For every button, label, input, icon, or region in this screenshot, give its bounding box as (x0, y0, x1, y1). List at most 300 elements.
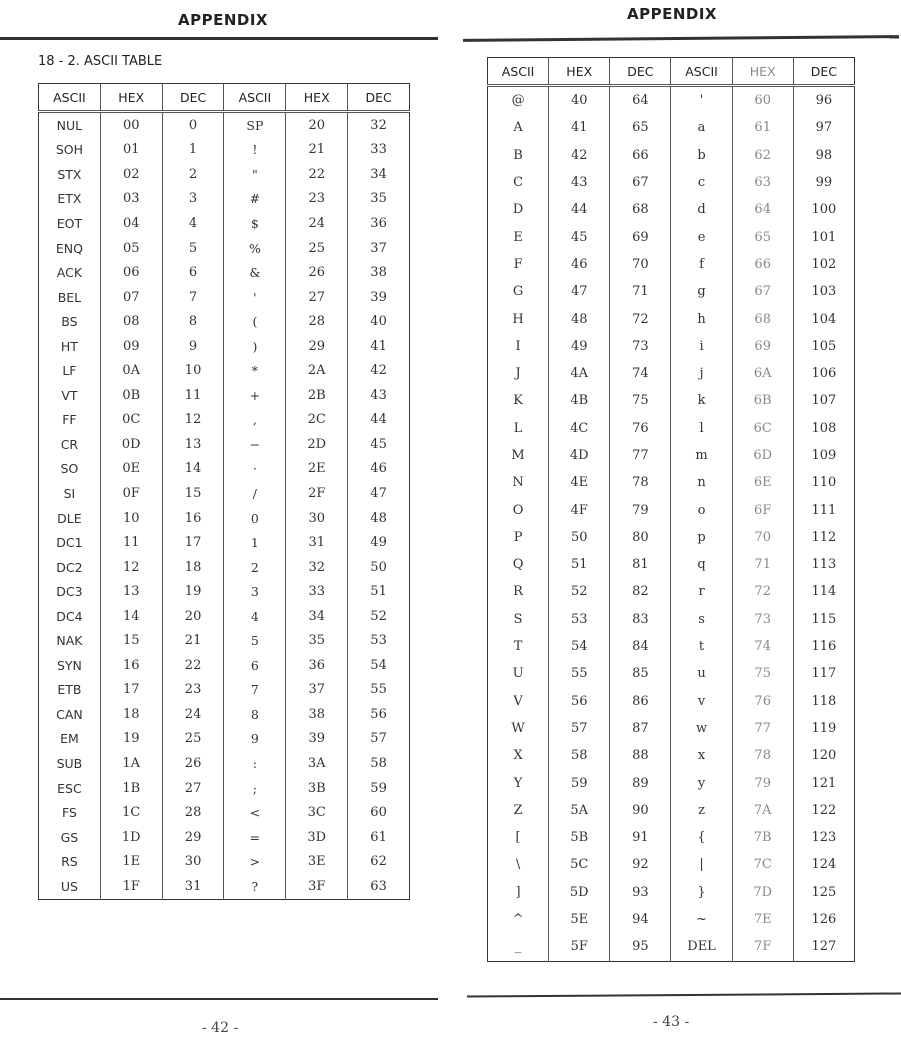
table-cell: VT (39, 383, 101, 408)
table-cell: 18 (100, 702, 162, 727)
column-header: DEC (162, 84, 224, 112)
table-cell: 38 (370, 265, 387, 281)
table-cell: ETX (39, 187, 101, 212)
table-cell: 16 (100, 653, 162, 678)
table-cell: 08 (100, 309, 162, 334)
table-cell: 04 (100, 211, 162, 236)
table-cell: 5 (162, 236, 224, 261)
table-cell: 29 (162, 825, 224, 850)
table-cell: 56 (549, 688, 610, 715)
table-cell: 6E (732, 469, 793, 496)
table-cell: SUB (39, 751, 101, 776)
table-body (488, 86, 855, 962)
table-cell: 11 (100, 530, 162, 555)
table-row (488, 496, 855, 523)
table-cell: 103 (811, 284, 837, 300)
table-cell: 03 (100, 187, 162, 212)
table-row (488, 688, 855, 715)
table-cell: 89 (610, 769, 671, 796)
table-cell: 37 (370, 240, 387, 256)
table-cell: 7B (732, 824, 793, 851)
table-cell: 4C (549, 415, 610, 442)
table-cell: 58 (549, 742, 610, 769)
table-cell: E (488, 223, 549, 250)
table-cell: z (671, 797, 732, 824)
table-cell: 28 (162, 800, 224, 825)
table-cell: 98 (815, 147, 833, 163)
table-cell: m (671, 442, 732, 469)
table-row (488, 824, 855, 851)
table-cell: 17 (100, 678, 162, 703)
table-cell: DC1 (39, 530, 101, 555)
table-cell: ENQ (39, 236, 101, 261)
table-cell: / (224, 481, 286, 506)
table-cell: | (671, 851, 732, 878)
table-cell: 26 (286, 260, 348, 285)
table-cell: l (671, 415, 732, 442)
table-cell: 78 (732, 742, 793, 769)
table-cell: n (671, 469, 732, 496)
table-cell: 35 (286, 628, 348, 653)
table-cell: 115 (811, 611, 837, 627)
table-row (39, 187, 410, 212)
table-cell: 68 (610, 196, 671, 223)
table-cell: 14 (162, 457, 224, 482)
table-cell: 56 (370, 706, 387, 722)
table-cell: 59 (549, 769, 610, 796)
table-cell: 111 (811, 502, 837, 518)
table-cell: DC3 (39, 579, 101, 604)
table-cell: 6F (732, 496, 793, 523)
table-row (39, 604, 410, 629)
table-cell: 3 (162, 187, 224, 212)
table-cell: 114 (811, 584, 837, 600)
table-cell: 26 (162, 751, 224, 776)
table-cell: 77 (732, 715, 793, 742)
table-cell: 33 (370, 142, 387, 158)
table-cell: 108 (811, 420, 837, 436)
table-cell: 1A (100, 751, 162, 776)
column-header: ASCII (224, 84, 286, 112)
table-cell: } (671, 879, 732, 906)
column-header: ASCII (671, 58, 732, 86)
table-cell: 66 (732, 251, 793, 278)
table-cell: 0B (100, 383, 162, 408)
table-cell: 60 (370, 805, 387, 821)
table-row (488, 333, 855, 360)
table-cell: 1 (162, 138, 224, 163)
table-cell: 55 (549, 660, 610, 687)
table-cell: DC4 (39, 604, 101, 629)
table-cell: @ (488, 86, 549, 115)
table-row (39, 432, 410, 457)
table-cell: · (224, 457, 286, 482)
table-cell: 36 (370, 215, 387, 231)
table-cell: 66 (610, 142, 671, 169)
table-header-row (39, 84, 410, 112)
table-row (488, 251, 855, 278)
table-row (488, 415, 855, 442)
table-cell: 27 (286, 285, 348, 310)
table-cell: 2 (162, 162, 224, 187)
table-cell: _ (488, 933, 549, 961)
table-cell: 117 (811, 666, 837, 682)
table-cell: 32 (286, 555, 348, 580)
table-cell: 9 (224, 727, 286, 752)
table-cell: 3B (286, 776, 348, 801)
table-row (488, 305, 855, 332)
table-cell: a (671, 114, 732, 141)
page-header: APPENDIX (627, 5, 717, 23)
table-row (39, 285, 410, 310)
table-cell: 0D (100, 432, 162, 457)
column-header: ASCII (488, 58, 549, 86)
table-cell: B (488, 142, 549, 169)
table-cell: % (224, 236, 286, 261)
table-cell: 63 (370, 878, 387, 894)
table-cell: 72 (732, 578, 793, 605)
table-cell: 7E (732, 906, 793, 933)
table-cell: 24 (286, 211, 348, 236)
table-cell: NAK (39, 628, 101, 653)
table-cell: 30 (162, 849, 224, 874)
table-cell: 31 (162, 874, 224, 899)
table-cell: ETB (39, 678, 101, 703)
table-cell: 37 (286, 678, 348, 703)
table-cell: V (488, 688, 549, 715)
table-cell: " (224, 162, 286, 187)
table-cell: 55 (370, 682, 387, 698)
table-cell: 43 (370, 387, 387, 403)
column-header: ASCII (39, 84, 101, 112)
table-cell: 45 (549, 223, 610, 250)
table-row (39, 506, 410, 531)
table-row (39, 236, 410, 261)
column-header: HEX (100, 84, 162, 112)
table-cell: 3 (224, 579, 286, 604)
table-cell: 51 (549, 551, 610, 578)
table-row (488, 797, 855, 824)
table-cell: GS (39, 825, 101, 850)
table-cell: 1B (100, 776, 162, 801)
table-cell: 48 (370, 510, 387, 526)
table-cell: 21 (162, 628, 224, 653)
table-cell: ESC (39, 776, 101, 801)
table-cell: ( (224, 309, 286, 334)
table-cell: J (488, 360, 549, 387)
table-cell: 9 (162, 334, 224, 359)
table-cell: 2F (286, 481, 348, 506)
table-cell: 15 (100, 628, 162, 653)
table-cell: 85 (610, 660, 671, 687)
table-cell: 0 (162, 112, 224, 138)
table-cell: [ (488, 824, 549, 851)
table-cell: 87 (610, 715, 671, 742)
table-cell: SI (39, 481, 101, 506)
column-header: HEX (286, 84, 348, 112)
table-cell: 6 (162, 260, 224, 285)
footer-rule (467, 992, 901, 997)
table-cell: 74 (732, 633, 793, 660)
table-cell: 107 (811, 393, 837, 409)
table-row (39, 358, 410, 383)
table-cell: j (671, 360, 732, 387)
table-cell: 46 (370, 461, 387, 477)
table-cell: 65 (610, 114, 671, 141)
table-cell: 5E (549, 906, 610, 933)
table-cell: 80 (610, 524, 671, 551)
header-rule (0, 37, 438, 40)
column-header: HEX (549, 58, 610, 86)
table-cell: 100 (811, 202, 837, 218)
table-cell: 2A (286, 358, 348, 383)
table-cell: 4 (224, 604, 286, 629)
table-row (39, 653, 410, 678)
table-cell: 57 (370, 731, 387, 747)
table-cell: SOH (39, 138, 101, 163)
table-cell: 11 (162, 383, 224, 408)
table-cell: 50 (370, 559, 387, 575)
table-cell: 49 (370, 535, 387, 551)
table-cell: 5C (549, 851, 610, 878)
table-cell: 42 (370, 363, 387, 379)
table-cell: 65 (732, 223, 793, 250)
table-row (39, 334, 410, 359)
table-cell: c (671, 169, 732, 196)
table-cell: 124 (811, 857, 837, 873)
table-cell: 62 (370, 854, 387, 870)
table-cell: 2 (224, 555, 286, 580)
table-cell: STX (39, 162, 101, 187)
table-cell: 67 (732, 278, 793, 305)
table-cell: 39 (370, 289, 387, 305)
table-cell: 76 (610, 415, 671, 442)
table-cell: 23 (162, 678, 224, 703)
table-cell: 05 (100, 236, 162, 261)
table-cell: 44 (370, 412, 387, 428)
table-cell: 58 (370, 755, 387, 771)
table-cell: 118 (811, 693, 837, 709)
table-row (39, 727, 410, 752)
table-cell: 120 (811, 748, 837, 764)
table-cell: + (224, 383, 286, 408)
table-cell: b (671, 142, 732, 169)
table-cell: 0A (100, 358, 162, 383)
table-cell: 18 (162, 555, 224, 580)
table-cell: US (39, 874, 101, 899)
table-cell: 71 (732, 551, 793, 578)
table-cell: N (488, 469, 549, 496)
column-header: DEC (348, 84, 410, 112)
table-cell: 7C (732, 851, 793, 878)
table-cell: 3A (286, 751, 348, 776)
table-cell: 92 (610, 851, 671, 878)
table-cell: i (671, 333, 732, 360)
table-cell: SO (39, 457, 101, 482)
table-cell: LF (39, 358, 101, 383)
table-cell: 90 (610, 797, 671, 824)
table-row (39, 874, 410, 899)
table-cell: 64 (732, 196, 793, 223)
table-cell: L (488, 415, 549, 442)
table-cell: DEL (671, 933, 732, 961)
table-cell: 7F (732, 933, 793, 961)
table-row (488, 387, 855, 414)
table-cell: BS (39, 309, 101, 334)
table-cell: 41 (370, 338, 387, 354)
table-cell: { (671, 824, 732, 851)
table-row (39, 628, 410, 653)
table-cell: w (671, 715, 732, 742)
table-cell: RS (39, 849, 101, 874)
table-cell: 15 (162, 481, 224, 506)
table-cell: U (488, 660, 549, 687)
table-cell: 06 (100, 260, 162, 285)
table-cell: X (488, 742, 549, 769)
table-cell: 83 (610, 606, 671, 633)
table-cell: 42 (549, 142, 610, 169)
table-cell: 6B (732, 387, 793, 414)
table-cell: 22 (286, 162, 348, 187)
table-cell: 4A (549, 360, 610, 387)
table-header-row (488, 58, 855, 86)
table-row (39, 825, 410, 850)
table-cell: 53 (549, 606, 610, 633)
table-cell: 93 (610, 879, 671, 906)
table-cell: 2D (286, 432, 348, 457)
table-row (488, 906, 855, 933)
column-header: HEX (732, 58, 793, 86)
table-cell: 7 (162, 285, 224, 310)
table-cell: 36 (286, 653, 348, 678)
table-cell: 10 (162, 358, 224, 383)
ascii-table-right (487, 57, 855, 962)
table-cell: 4D (549, 442, 610, 469)
table-cell: DLE (39, 506, 101, 531)
table-cell: 33 (286, 579, 348, 604)
table-row (488, 933, 855, 961)
table-cell: ) (224, 334, 286, 359)
table-row (39, 138, 410, 163)
table-cell: 69 (610, 223, 671, 250)
table-cell: 60 (732, 86, 793, 115)
table-cell: 112 (811, 529, 837, 545)
table-cell: t (671, 633, 732, 660)
table-cell: 6C (732, 415, 793, 442)
table-cell: 19 (162, 579, 224, 604)
table-cell: 20 (162, 604, 224, 629)
table-cell: 99 (815, 175, 833, 191)
table-cell: CAN (39, 702, 101, 727)
table-cell: 67 (610, 169, 671, 196)
table-cell: ] (488, 879, 549, 906)
table-cell: 101 (811, 229, 837, 245)
table-cell: DC2 (39, 555, 101, 580)
table-cell: − (224, 432, 286, 457)
table-cell: u (671, 660, 732, 687)
table-cell: 3D (286, 825, 348, 850)
table-cell: 59 (370, 780, 387, 796)
table-cell: 25 (286, 236, 348, 261)
table-cell: d (671, 196, 732, 223)
table-row (39, 530, 410, 555)
table-cell: 79 (732, 769, 793, 796)
table-cell: Q (488, 551, 549, 578)
table-cell: 57 (549, 715, 610, 742)
table-cell: 73 (610, 333, 671, 360)
table-cell: 27 (162, 776, 224, 801)
table-cell: 13 (162, 432, 224, 457)
table-cell: ^ (488, 906, 549, 933)
section-title: 18 - 2. ASCII TABLE (38, 54, 163, 69)
table-cell: 19 (100, 727, 162, 752)
table-cell: EOT (39, 211, 101, 236)
table-row (39, 211, 410, 236)
table-row (488, 769, 855, 796)
table-cell: 72 (610, 305, 671, 332)
table-cell: 5 (224, 628, 286, 653)
table-cell: R (488, 578, 549, 605)
table-cell: ; (224, 776, 286, 801)
table-cell: 75 (610, 387, 671, 414)
table-cell: 1E (100, 849, 162, 874)
table-cell: > (224, 849, 286, 874)
page-number: - 43 - (653, 1014, 690, 1030)
table-row (488, 360, 855, 387)
table-cell: 3E (286, 849, 348, 874)
page-header: APPENDIX (178, 11, 268, 29)
table-cell: CR (39, 432, 101, 457)
column-header: DEC (610, 58, 671, 86)
table-cell: 21 (286, 138, 348, 163)
table-row (39, 408, 410, 433)
table-cell: 52 (370, 608, 387, 624)
footer-rule (0, 998, 438, 1000)
table-row (488, 606, 855, 633)
table-cell: 46 (549, 251, 610, 278)
table-cell: 51 (370, 584, 387, 600)
table-cell: 88 (610, 742, 671, 769)
table-cell: Y (488, 769, 549, 796)
table-cell: 70 (610, 251, 671, 278)
table-cell: 123 (811, 830, 837, 846)
table-row (39, 457, 410, 482)
header-rule (463, 35, 899, 42)
table-cell: 35 (370, 191, 387, 207)
table-cell: 109 (811, 448, 837, 463)
table-cell: h (671, 305, 732, 332)
table-cell: 64 (610, 86, 671, 115)
table-cell: 44 (549, 196, 610, 223)
table-cell: EM (39, 727, 101, 752)
table-cell: 8 (224, 702, 286, 727)
table-cell: HT (39, 334, 101, 359)
table-cell: 77 (610, 442, 671, 469)
table-cell: 70 (732, 524, 793, 551)
table-cell: 52 (549, 578, 610, 605)
table-cell: & (224, 260, 286, 285)
table-cell: FS (39, 800, 101, 825)
table-cell: 97 (815, 120, 833, 136)
table-cell: 01 (100, 138, 162, 163)
table-cell: 62 (732, 142, 793, 169)
table-cell: = (224, 825, 286, 850)
table-cell: 5A (549, 797, 610, 824)
page-number: - 42 - (202, 1020, 239, 1036)
table-row (488, 278, 855, 305)
table-cell: M (488, 442, 549, 469)
table-cell: 1 (224, 530, 286, 555)
